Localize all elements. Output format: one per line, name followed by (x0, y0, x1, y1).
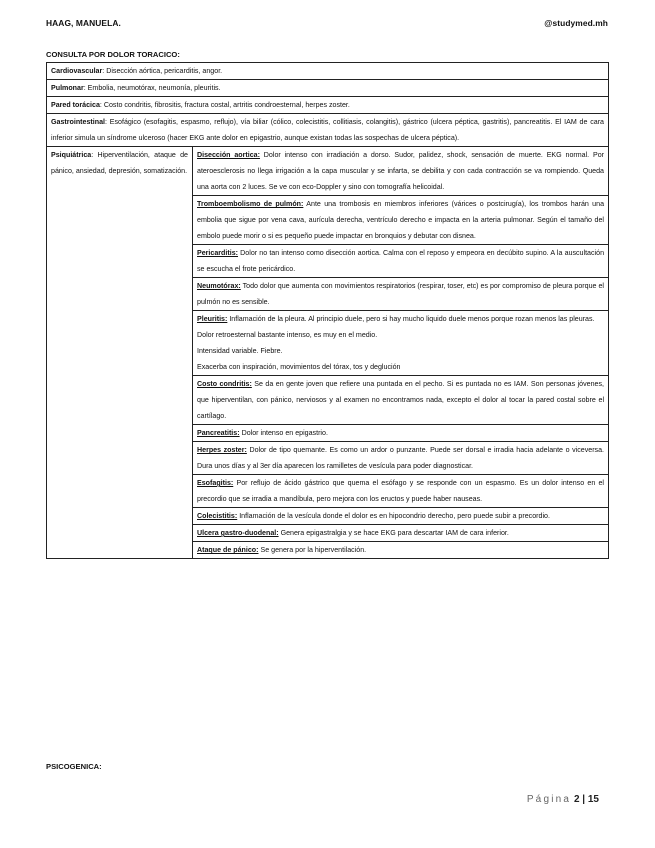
chest-pain-table (46, 62, 609, 559)
condition-text: Dolor no tan intenso como disección aortica. Calma con el reposo y empeora en decúbito supino. A la auscultación se escucha el frote pericárdico. (197, 249, 605, 273)
condition-name: Ataque de pánico: (197, 546, 259, 554)
row-gastrointestinal: Gastrointestinal: Esofágico (esofagitis, espasmo, reflujo), vía biliar (cólico, colecistitis, collitiasis, colangitis), gástrico (ulcera péptica, gastritis), pancreatitis. El IAM de cara inferior simula un síndrome ulceroso (hacer EKG ante dolor en epigastrio, aunque existan todas las sospechas de ulcera péptica). (47, 114, 609, 147)
condition-extra-line: Dolor retroesternal bastante intenso, es muy en el medio. (197, 331, 378, 339)
condition-name: Pancreatitis: (197, 429, 240, 437)
condition-extra-line: Exacerba con inspiración, movimientos del tórax, tos y deglución (197, 363, 401, 371)
system-label: Cardiovascular (51, 67, 103, 75)
condition-name: Costo condritis: (197, 380, 252, 388)
row-cardiovascular: Cardiovascular: Disección aórtica, pericarditis, angor. (47, 63, 609, 80)
system-label: Psiquiátrica (51, 151, 92, 159)
system-text: Costo condritis, fibrositis, fractura costal, artritis condroesternal, herpes zoster. (101, 101, 350, 109)
condition-text: Ante una trombosis en miembros inferiores (várices o postcirugía), los trombos harán una embolia que sigue por vena cava, aurícula derecha, ventrículo derecho e impacta en la arteria pulmonar. Según el tamaño del embolo puede morir o si es pequeño puede impactar en bronquios y debutar con disnea. (197, 200, 605, 240)
condition-text: Inflamación de la pleura. Al principio duele, pero si hay mucho liquido duele menos porque rozan menos las pleuras. (227, 315, 595, 323)
page-total: 15 (587, 794, 599, 805)
condition-name: Neumotórax: (197, 282, 241, 290)
condition-name: Ulcera gastro-duodenal: (197, 529, 279, 537)
condition-name: Colecistitis: (197, 512, 238, 520)
system-label: Pulmonar (51, 84, 84, 92)
condition-text: Inflamación de la vesícula donde el dolor es en hipocondrio derecho, pero puede subir a precordio. (237, 512, 550, 520)
page-number (527, 794, 599, 805)
system-text: Esofágico (esofagitis, espasmo, reflujo), vía biliar (cólico, colecistitis, collitiasis, colangitis), gástrico (ulcera péptica, gastritis), pancreatitis. El IAM de cara inferior simula un síndrome ulceroso (hacer EKG ante dolor en epigastrio, aunque existan todas las sospechas de ulcera péptica). (51, 118, 605, 142)
condition-name: Disección aortica: (197, 151, 260, 159)
system-label: Gastrointestinal (51, 118, 106, 126)
system-text: Hiperventilación, ataque de pánico, ansiedad, depresión, somatización. (51, 151, 188, 175)
section-title: CONSULTA POR DOLOR TORACICO: (46, 50, 180, 59)
page-separator: | (582, 794, 586, 805)
condition-text: Dolor intenso con irradiación a dorso. Sudor, palidez, shock, sensación de muerte. EKG normal. Por ateroesclerosis no llega irrigación a la capa muscular y se infarta, se debilita y con cada contracción se va rompiendo. Queda una aorta con 2 luces. Se ve con eco-Doppler y sino con tomografía helicoidal. (197, 151, 605, 191)
page-word: Página (526, 794, 572, 805)
condition-name: Pleuritis: (197, 315, 228, 323)
condition-name: Esofagitis: (197, 479, 234, 487)
condition-text: Por reflujo de ácido gástrico que quema el esófago y se responde con un espasmo. Es un dolor intenso en el precordio que se irradia a mandíbula, pero mejora con los eructos y puede haber nauseas. (197, 479, 605, 503)
condition-text: Genera epigastralgia y se hace EKG para descartar IAM de cara inferior. (278, 529, 509, 537)
condition-text: Dolor de tipo quemante. Es como un ardor o punzante. Puede ser dorsal e irradia hacia adelante o viceversa. Dura unos días y al 3er día aparecen los ramilletes de vesícula para poder diagnosticar. (197, 446, 605, 470)
psych-cell: Psiquiátrica: Hiperventilación, ataque de pánico, ansiedad, depresión, somatización. (47, 147, 193, 559)
condition-text: Dolor intenso en epigastrio. (239, 429, 328, 437)
system-text: Embolia, neumotórax, neumonía, pleuritis. (85, 84, 221, 92)
row-pulmonar: Pulmonar: Embolia, neumotórax, neumonía, pleuritis. (47, 80, 609, 97)
row-pared-toracica: Pared torácica: Costo condritis, fibrositis, fractura costal, artritis condroesternal, herpes zoster. (47, 97, 609, 114)
page-current: 2 (573, 794, 580, 805)
author-name: HAAG, MANUELA. (46, 18, 121, 28)
psicogenica-heading: PSICOGENICA: (46, 762, 102, 771)
system-label: Pared torácica (51, 101, 100, 109)
row-disección-aortica (47, 147, 609, 196)
system-text: Disección aórtica, pericarditis, angor. (104, 67, 223, 75)
condition-name: Herpes zoster: (197, 446, 247, 454)
condition-text: Se genera por la hiperventilación. (258, 546, 367, 554)
condition-extra-line: Intensidad variable. Fiebre. (197, 347, 283, 355)
condition-text: Todo dolor que aumenta con movimientos respiratorios (respirar, toser, etc) es por compromiso de pleura porque el pulmón no es sensible. (197, 282, 605, 306)
condition-text: Se da en gente joven que refiere una puntada en el pecho. Si es puntada no es IAM. Son personas jóvenes, que hiperventilan, con pánico, nerviosos y al examen no encontramos nada, excepto el dolor al tocar la pared costal sobre el cartílago. (197, 380, 605, 420)
condition-name: Pericarditis: (197, 249, 239, 257)
author-handle: @studymed.mh (544, 18, 608, 28)
condition-name: Tromboembolismo de pulmón: (197, 200, 304, 208)
